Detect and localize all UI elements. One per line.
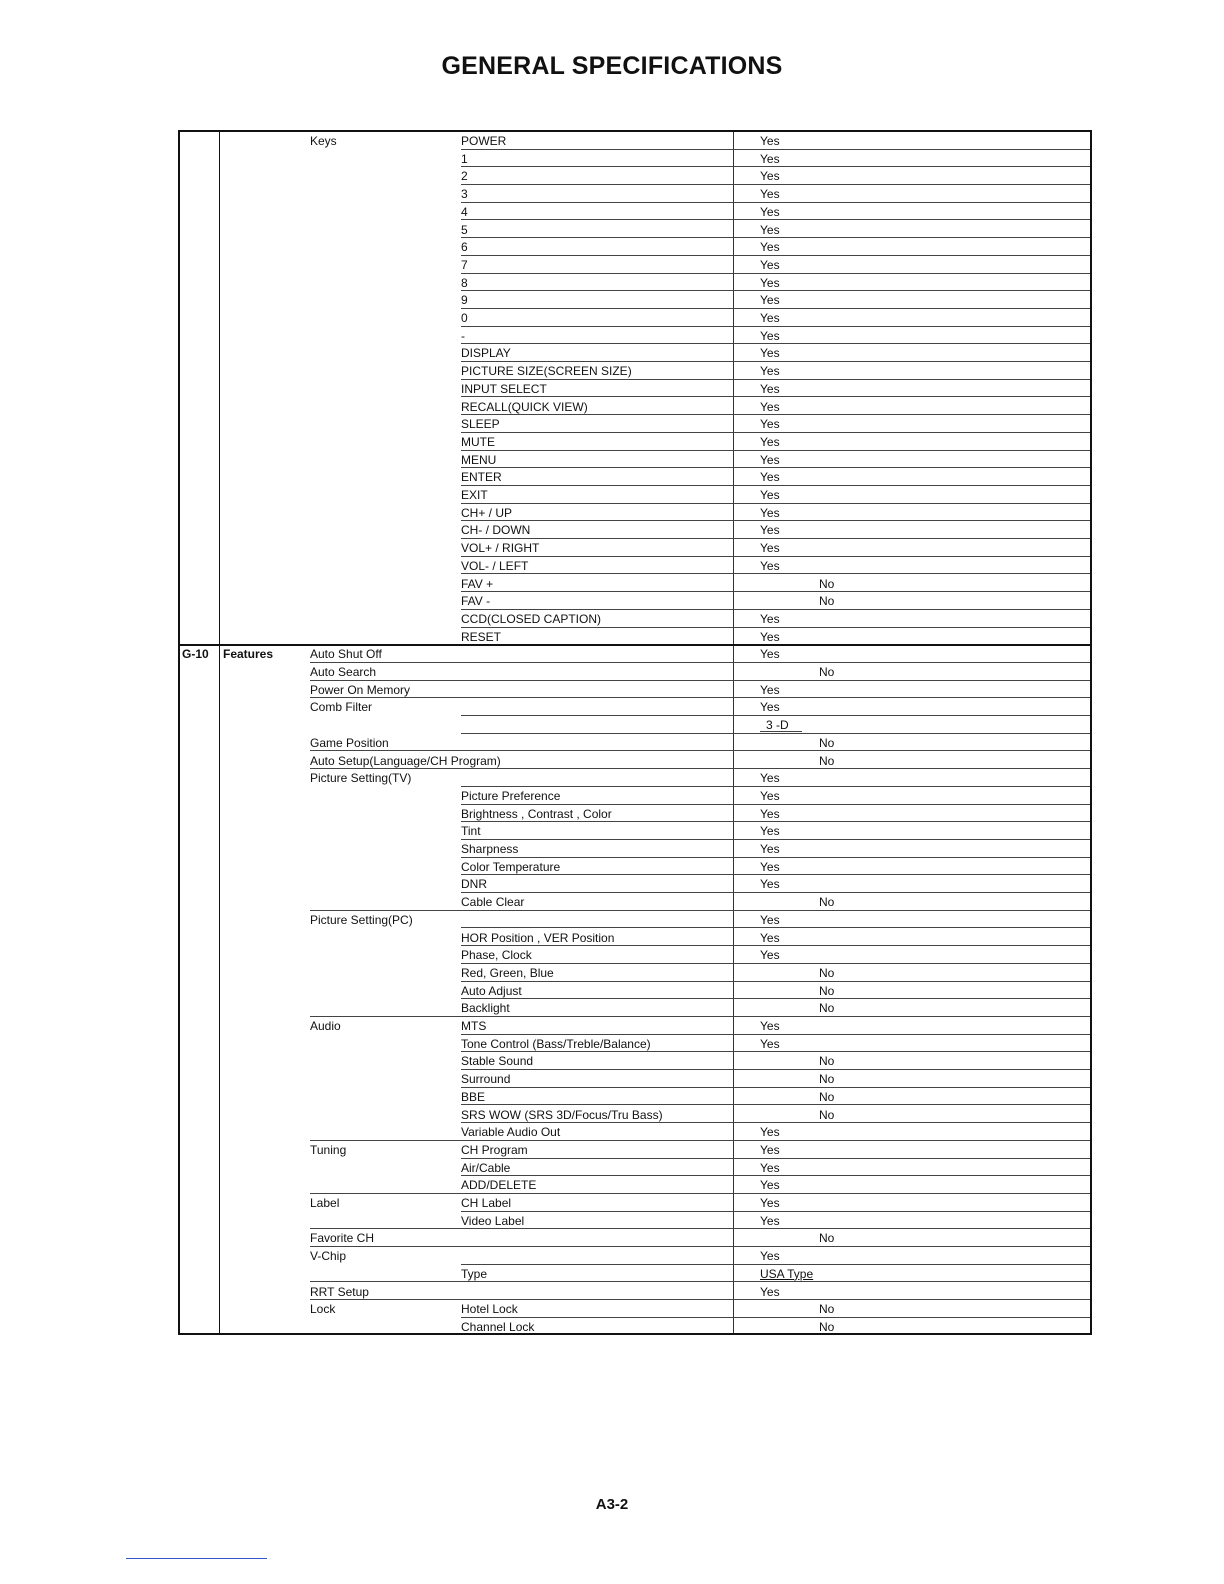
spec-value: No: [819, 1001, 835, 1016]
spec-value: Yes: [760, 700, 780, 715]
spec-value: Yes: [760, 452, 780, 467]
spec-value: Yes: [760, 364, 780, 379]
spec-name: Game Position: [310, 735, 389, 750]
table-row: [180, 734, 1090, 752]
spec-value-type: [760, 1267, 813, 1281]
table-row: [180, 645, 1090, 663]
spec-name: Auto Search: [310, 665, 377, 679]
spec-value: Yes: [760, 1284, 780, 1299]
spec-value: No: [819, 895, 835, 910]
table-row: [180, 999, 1090, 1017]
page-title: GENERAL SPECIFICATIONS: [441, 52, 783, 80]
table-row: [180, 1212, 1090, 1230]
spec-subitem: Cable Clear: [461, 895, 525, 910]
spec-value: No: [819, 965, 835, 980]
spec-subitem: VOL+ / RIGHT: [461, 541, 540, 556]
table-row: [180, 1106, 1090, 1124]
table-row: [180, 1035, 1090, 1053]
table-row: [180, 893, 1090, 911]
table-row: [180, 681, 1090, 699]
spec-value: Yes: [760, 399, 780, 414]
spec-subitem: 2: [461, 169, 468, 184]
spec-subitem: ADD/DELETE: [461, 1178, 537, 1193]
spec-subitem: 9: [461, 293, 468, 308]
table-row: [180, 982, 1090, 1000]
table-row: [180, 840, 1090, 858]
spec-subitem: Air/Cable: [461, 1160, 511, 1175]
spec-value: Yes: [760, 1036, 780, 1051]
spec-value: Yes: [760, 611, 780, 626]
table-row: [180, 309, 1090, 327]
spec-name: Auto Shut Off: [310, 647, 382, 662]
footer-rule: [126, 1558, 267, 1559]
spec-value: Yes: [760, 293, 780, 308]
spec-name: Power On Memory: [310, 682, 411, 697]
table-row: [180, 929, 1090, 947]
spec-value: Yes: [760, 1213, 780, 1228]
spec-subitem: 6: [461, 240, 468, 255]
table-row: [180, 787, 1090, 805]
spec-name: Audio: [310, 1019, 341, 1033]
spec-subitem: CH Program: [461, 1142, 528, 1157]
table-row: [180, 221, 1090, 239]
table-row: [180, 610, 1090, 628]
spec-subitem: Surround: [461, 1072, 511, 1087]
spec-value: No: [819, 576, 835, 591]
table-row: [180, 964, 1090, 982]
spec-value: Yes: [760, 1178, 780, 1193]
table-row: [180, 592, 1090, 610]
spec-value: Yes: [760, 275, 780, 290]
spec-name: Comb Filter: [310, 700, 373, 715]
page-number: A3-2: [595, 1496, 629, 1513]
spec-subitem: 7: [461, 257, 468, 272]
spec-value: Yes: [760, 1160, 780, 1175]
table-row: [180, 398, 1090, 416]
spec-subitem: 1: [461, 151, 468, 166]
table-row: [180, 858, 1090, 876]
table-row: [180, 1052, 1090, 1070]
table-row: [180, 716, 1090, 734]
spec-subitem: Channel Lock: [461, 1319, 535, 1334]
spec-value: No: [819, 594, 835, 609]
spec-subitem: RESET: [461, 629, 502, 644]
table-row: [180, 362, 1090, 380]
spec-subitem: HOR Position , VER Position: [461, 930, 615, 945]
table-row: [180, 1017, 1090, 1035]
spec-value: Yes: [760, 505, 780, 520]
table-row: [180, 628, 1090, 646]
spec-value: Yes: [760, 806, 780, 821]
spec-name: RRT Setup: [310, 1284, 369, 1299]
spec-value: Yes: [760, 257, 780, 272]
spec-value: Yes: [760, 771, 780, 786]
spec-name: Auto Setup(Language/CH Program): [310, 753, 501, 768]
spec-subitem: FAV -: [461, 594, 491, 609]
spec-value: Yes: [760, 1125, 780, 1140]
spec-value: Yes: [760, 222, 780, 237]
spec-value: Yes: [760, 169, 780, 184]
spec-subitem: MTS: [461, 1019, 487, 1033]
spec-value: Yes: [760, 824, 780, 839]
spec-value: Yes: [760, 470, 780, 485]
spec-value: Yes: [760, 1019, 780, 1033]
table-row: [180, 327, 1090, 345]
spec-subitem: 4: [461, 204, 468, 219]
spec-subitem: 5: [461, 222, 468, 237]
spec-subitem: RECALL(QUICK VIEW): [461, 399, 588, 414]
spec-value: Yes: [760, 842, 780, 856]
spec-value: No: [819, 1107, 835, 1122]
spec-name: Favorite CH: [310, 1231, 375, 1246]
spec-subitem: PICTURE SIZE(SCREEN SIZE): [461, 364, 632, 379]
spec-value-type-text: USA Type: [760, 1266, 814, 1281]
spec-value: Yes: [760, 381, 780, 396]
table-row: [180, 1300, 1090, 1318]
spec-subitem: Red, Green, Blue: [461, 965, 554, 980]
detail-underline: [760, 731, 802, 732]
table-row: [180, 1159, 1090, 1177]
spec-value: Yes: [760, 859, 780, 874]
spec-value: No: [819, 735, 835, 750]
spec-value: Yes: [760, 629, 780, 644]
spec-value: No: [819, 665, 835, 679]
spec-value: Yes: [760, 948, 780, 963]
table-row: [180, 203, 1090, 221]
table-row: [180, 185, 1090, 203]
spec-subitem: CH+ / UP: [461, 505, 513, 520]
spec-subitem: CCD(CLOSED CAPTION): [461, 611, 602, 626]
spec-value: Yes: [760, 877, 780, 892]
table-row: [180, 468, 1090, 486]
spec-subitem: Picture Preference: [461, 788, 561, 803]
spec-value: Yes: [760, 346, 780, 361]
table-row: [180, 238, 1090, 256]
spec-value: Yes: [760, 311, 780, 325]
table-row: [180, 291, 1090, 309]
table-row: [180, 1265, 1090, 1283]
spec-name: V-Chip: [310, 1249, 347, 1264]
table-row: [180, 752, 1090, 770]
spec-name: Lock: [310, 1302, 336, 1317]
table-row: [180, 451, 1090, 469]
spec-value: Yes: [760, 647, 780, 662]
spec-subitem: SRS WOW (SRS 3D/Focus/Tru Bass): [461, 1107, 663, 1122]
spec-subitem: Color Temperature: [461, 859, 561, 874]
spec-subitem: -: [461, 328, 465, 343]
table-row: [180, 911, 1090, 929]
spec-subitem: DNR: [461, 877, 487, 892]
spec-subitem: MUTE: [461, 434, 495, 449]
table-row: [180, 1176, 1090, 1194]
spec-subitem: MENU: [461, 452, 497, 467]
spec-subitem: SLEEP: [461, 417, 500, 432]
spec-subitem: EXIT: [461, 488, 488, 502]
spec-name: Picture Setting(TV): [310, 771, 412, 786]
spec-subitem: Brightness , Contrast , Color: [461, 806, 612, 821]
spec-subitem: Auto Adjust: [461, 983, 522, 998]
spec-subitem: Sharpness: [461, 842, 519, 856]
spec-subitem: Backlight: [461, 1001, 510, 1016]
table-row: [180, 380, 1090, 398]
spec-value: No: [819, 1089, 835, 1104]
spec-value: No: [819, 983, 835, 998]
table-row: [180, 167, 1090, 185]
spec-value: No: [819, 753, 835, 768]
table-row: [180, 344, 1090, 362]
table-row: [180, 486, 1090, 504]
table-row: [180, 1229, 1090, 1247]
spec-subitem: Hotel Lock: [461, 1302, 518, 1317]
spec-value: Yes: [760, 151, 780, 166]
spec-value: Yes: [760, 434, 780, 449]
spec-value: No: [819, 1319, 835, 1334]
table-row: [180, 274, 1090, 292]
spec-subitem: Tone Control (Bass/Treble/Balance): [461, 1036, 651, 1051]
spec-subitem: FAV +: [461, 576, 494, 591]
spec-value: No: [819, 1054, 835, 1069]
spec-subitem: ENTER: [461, 470, 502, 485]
spec-name: Picture Setting(PC): [310, 912, 413, 927]
table-row: [180, 1123, 1090, 1141]
table-row: [180, 698, 1090, 716]
group-heading: Features: [223, 647, 274, 662]
spec-value: Yes: [760, 240, 780, 255]
spec-value: Yes: [760, 417, 780, 432]
spec-subitem: BBE: [461, 1089, 486, 1104]
table-row: [180, 433, 1090, 451]
table-row: [180, 256, 1090, 274]
spec-value: Yes: [760, 523, 780, 538]
table-row: [180, 539, 1090, 557]
spec-subitem: Phase, Clock: [461, 948, 532, 963]
table-row: [180, 769, 1090, 787]
spec-subitem: Tint: [461, 824, 481, 839]
spec-subitem: CH- / DOWN: [461, 523, 531, 538]
table-row: [180, 1318, 1090, 1336]
table-row: [180, 663, 1090, 681]
table-row: [180, 946, 1090, 964]
spec-subitem: Type: [461, 1266, 488, 1281]
table-row: [180, 1283, 1090, 1301]
table-row: [180, 875, 1090, 893]
table-row: [180, 1141, 1090, 1159]
table-row: [180, 1194, 1090, 1212]
table-row: [180, 822, 1090, 840]
spec-name: Label: [310, 1196, 340, 1210]
table-row: [180, 1247, 1090, 1265]
spec-subitem: Video Label: [461, 1213, 525, 1228]
spec-subitem: CH Label: [461, 1196, 512, 1210]
spec-value: Yes: [760, 187, 780, 202]
spec-value: Yes: [760, 488, 780, 502]
table-row: [180, 132, 1090, 150]
table-row: [180, 557, 1090, 575]
table-row: [180, 805, 1090, 823]
spec-value: Yes: [760, 1249, 780, 1264]
spec-value: Yes: [760, 1196, 780, 1210]
spec-value: Yes: [760, 134, 780, 148]
spec-value: Yes: [760, 912, 780, 927]
spec-subitem: 3: [461, 187, 468, 202]
spec-subitem: VOL- / LEFT: [461, 558, 529, 573]
spec-value: Yes: [760, 1142, 780, 1157]
spec-value: No: [819, 1072, 835, 1087]
spec-value: Yes: [760, 204, 780, 219]
table-row: [180, 504, 1090, 522]
spec-value: Yes: [760, 541, 780, 556]
table-row: [180, 1088, 1090, 1106]
spec-subitem: 8: [461, 275, 468, 290]
spec-subitem: INPUT SELECT: [461, 381, 547, 396]
spec-value: Yes: [760, 682, 780, 697]
spec-subitem: POWER: [461, 134, 507, 148]
spec-subitem: 0: [461, 311, 468, 325]
spec-value: Yes: [760, 788, 780, 803]
table-row: [180, 1070, 1090, 1088]
spec-table: [178, 130, 1092, 1335]
spec-value: Yes: [760, 558, 780, 573]
spec-subitem: Variable Audio Out: [461, 1125, 561, 1140]
spec-name: Keys: [310, 134, 337, 148]
table-row: [180, 150, 1090, 168]
spec-value: Yes: [760, 930, 780, 945]
spec-value: No: [819, 1231, 835, 1246]
spec-name: Tuning: [310, 1142, 347, 1157]
spec-value: Yes: [760, 328, 780, 343]
table-row: [180, 521, 1090, 539]
table-row: [180, 415, 1090, 433]
table-row: [180, 575, 1090, 593]
spec-subitem: Stable Sound: [461, 1054, 534, 1069]
spec-value: No: [819, 1302, 835, 1317]
group-code: G-10: [182, 647, 209, 662]
spec-value-detail: 3 -D: [766, 718, 789, 733]
spec-subitem: DISPLAY: [461, 346, 511, 361]
